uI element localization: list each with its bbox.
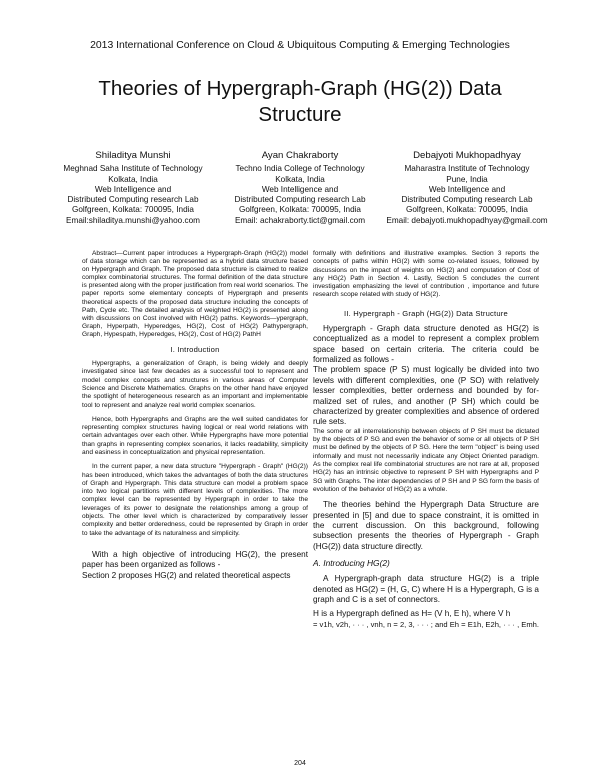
section2-paragraph: Hypergraph - Graph data structure denoted as HG(2) is conceptualized as a model to represent a complex problem space based on certain criteria. The criteria could be formalized as follows - <box>313 323 539 364</box>
intro-paragraph: In the current paper, a new data structure "Hypergraph - Graph" (HG(2)) has been introduced, which takes the advantages of both the data structures of Graph and Hypergraph. This data structure can model a problem space into two logical partitions with different levels of complexities. The more complex level can be represented by Hypergraph in order to take the leverages of its power to designate the relationships among a group of objects. The other level which is characterized by comparatively lesser complexity and better orderedness, could be represented by Graph in order to take the advantage of its naturalness and simplicity. <box>82 463 308 537</box>
author-block <box>50 151 550 226</box>
intro-paragraph: Section 2 proposes HG(2) and related theoretical aspects <box>82 570 291 580</box>
author-affil-line: Golfgreen, Kolkata: 700095, India <box>72 205 194 215</box>
author-name: Shiladitya Munshi <box>95 150 171 161</box>
page-number: 204 <box>294 760 306 767</box>
subsection-paragraph: H is a Hypergraph defined as H= (V h, E h), where V h <box>313 609 511 619</box>
formula-line: = v1h, v2h, · · · , vnh, n = 2, 3, · · · ; and Eh = E1h, E2h, · · · , Emh. <box>313 619 540 629</box>
section2-paragraph: The problem space (P S) must logically be divided into two levels with different complexities, one (P SO) with relatively lesser complexities, better orderness and bounded by for-malized set of rules, and another (P SH) which could be characterized by greater complexities and absence of ordered rule sets. <box>313 365 539 427</box>
intro-continuation: formally with definitions and illustrative examples. Section 3 reports the concepts of paths within HG(2) with some co-related issues, followed by discussions on the impact of weights on HG(2) and computation of Cost of any HG(2) Path in Section 4. Lastly, Section 5 concludes the current investigation emphasizing the level of contribution , importance and future research scope related with study of HG(2). <box>313 250 539 299</box>
author-name: Ayan Chakraborty <box>261 150 339 161</box>
author-affil-line: Golfgreen, Kolkata: 700095, India <box>406 205 528 215</box>
right-column <box>313 250 539 630</box>
subsection-paragraph: A Hypergraph-graph data structure HG(2) is a triple denoted as HG(2) = (H, G, C) where H is a Hypergraph, G is a graph and C is a set of connectors. <box>313 574 539 605</box>
intro-paragraph: With a high objective of introducing HG(2), the present paper has been organized as follows - <box>82 549 308 570</box>
intro-paragraph: Hence, both Hypergraphs and Graphs are the well suited candidates for representing complex structures having logical or real world relations with certain advantages over each other. While Hypergraphs have more potential than graphs in representing complex scenarios, it lacks readability, simplicity and easiness in conceptualization and physical representation. <box>82 415 308 456</box>
paper-title: Theories of Hypergraph-Graph (HG(2)) Data Structure <box>98 77 502 126</box>
section-heading-introduction: I. Introduction <box>170 345 220 355</box>
left-column <box>82 250 308 581</box>
conference-header: 2013 International Conference on Cloud & Ubiquitous Computing & Emerging Technologies <box>90 40 510 51</box>
author-1 <box>50 151 216 226</box>
author-email: Email: achakraborty.tict@gmail.com <box>234 215 366 225</box>
subsection-heading: A. Introducing HG(2) <box>313 558 390 569</box>
author-affil-line: Web Intelligence and <box>261 184 339 194</box>
author-affil-line: Distributed Computing research Lab <box>67 195 199 205</box>
author-3 <box>384 151 550 226</box>
author-2 <box>217 151 383 226</box>
author-affil-line: Web Intelligence and <box>94 184 172 194</box>
author-email: Email:shiladitya.munshi@yahoo.com <box>66 215 200 225</box>
author-affil-line: Distributed Computing research Lab <box>401 195 533 205</box>
author-affil-line: Pune, India <box>446 174 488 184</box>
intro-paragraph: Hypergraphs, a generalization of Graph, is being widely and deeply investigated since last few decades as a successful tool to represent and model complex concepts and structures in various areas of Computer Science and Discrete Mathematics. Graphs on the other hand have enjoyed the spotlight of heterogeneous research as an important and implementable tool to represent and analyze real world complex scenarios. <box>82 360 308 409</box>
author-affil-line: Golfgreen, Kolkata: 700095, India <box>239 205 361 215</box>
author-affil-line: Distributed Computing research Lab <box>234 195 366 205</box>
section2-paragraph: The some or all interrelationship between objects of P SH must be dictated by the objects of P SG and even the behavior of some or all objects of P SH must be defined by the objects of P SG. Here the term "object" is being used informally and must not necessarily indicate any Object Oriented paradigm. As the complex real life combinatorial structures are not rare at all, proposed HG(2) has an intrinsic objective to represent P SH with Hypergraphs and P SG with Graphs. The inter dependencies of P SH and P SG form the basis of evolution of the behavior of HG(2) as a whole. <box>313 427 539 493</box>
author-name: Debajyoti Mukhopadhyay <box>413 150 521 161</box>
section-heading-hg2: II. Hypergraph - Graph (HG(2)) Data Structure <box>344 308 508 318</box>
author-affil-line: Meghnad Saha Institute of Technology <box>63 164 203 174</box>
abstract: Abstract—Current paper introduces a Hypergraph-Graph (HG(2)) model of data storage which can be represented as a hybrid data structure based on Hypergraph and Graph. The proposed data structure is claimed to realize complex combinatorial structures. The formal definition of the data structure is presented along with the proper justification from real world scenarios. The paper reports some elementary concepts of Hypergraph and presents theoretical aspects of the proposed data structure including the concepts of Path, Cycle etc. The detailed analysis of weighted HG(2) is presented along with discussions on Cost involved with HG(2) paths. Keywords—ypergraph, Graph, Hyperpath, Hyperedges, HG(2), Cost of HG(2) Pathypergraph, Graph, Hypespath, Hyperedges, HG(2), Cost of HG(2) PathH <box>82 250 308 338</box>
section2-paragraph: The theories behind the Hypergraph Data Structure are presented in [5] and due to space constraint, it is omitted in the current discussion. On this background, following subsection presents the theories of Hypergraph - Graph (HG(2)) data structure directly. <box>313 500 539 551</box>
author-affil-line: Techno India College of Technology <box>235 164 365 174</box>
author-affil-line: Web Intelligence and <box>428 184 506 194</box>
author-affil-line: Maharastra Institute of Technology <box>404 164 530 174</box>
author-affil-line: Kolkata, India <box>275 174 325 184</box>
author-affil-line: Kolkata, India <box>108 174 158 184</box>
author-email: Email: debajyoti.mukhopadhyay@gmail.com <box>386 215 548 225</box>
